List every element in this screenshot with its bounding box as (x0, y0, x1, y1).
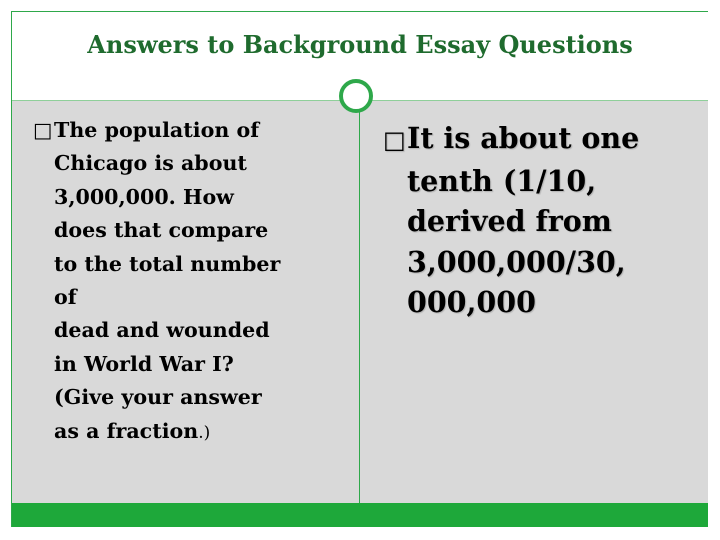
question-line: in World War I? (54, 351, 234, 376)
answer-line: 000,000 (407, 285, 536, 320)
question-line-text: as a fraction (54, 418, 199, 443)
question-line: of (54, 285, 77, 310)
square-bullet-icon: □ (383, 126, 406, 154)
answer-line: tenth (1/10, (407, 163, 597, 198)
slide-title: Answers to Background Essay Questions (87, 30, 633, 59)
question-line: (Give your answer (54, 385, 262, 410)
question-line (33, 415, 348, 450)
answer-line: 3,000,000/30, (407, 244, 626, 279)
question-line-text: The population of (54, 118, 260, 142)
answer-line: derived from (407, 204, 612, 239)
question-line: 3,000,000. How (54, 184, 234, 209)
question-suffix: .) (198, 422, 211, 443)
question-line: dead and wounded (54, 318, 270, 343)
circle-ornament-icon (339, 79, 373, 113)
question-text-block (33, 114, 348, 450)
answer-line-text: It is about one (407, 121, 640, 155)
question-line: to the total number (54, 251, 281, 276)
question-line: does that compare (54, 218, 269, 243)
answer-text-block (383, 118, 703, 323)
bottom-accent-bar (12, 503, 708, 527)
question-line: Chicago is about (54, 151, 247, 176)
column-divider (359, 100, 360, 503)
question-line (33, 114, 348, 147)
answer-line (383, 118, 703, 161)
square-bullet-icon: □ (33, 118, 53, 142)
